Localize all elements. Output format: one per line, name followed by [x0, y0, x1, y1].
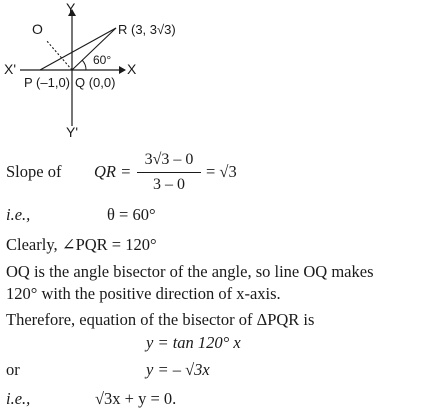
bisector-equation-2: y = – √3x	[146, 360, 210, 379]
label-y-prime: Y'	[66, 124, 79, 140]
label-q: Q (0,0)	[75, 75, 116, 90]
label-y: Y	[66, 0, 76, 16]
slope-numerator: 3√3 – 0	[144, 151, 194, 168]
oq-statement-line1: OQ is the angle bisector of the angle, so line OQ makes	[6, 262, 374, 281]
bisector-equation-final: √3x + y = 0.	[95, 389, 177, 408]
slope-fraction	[137, 150, 201, 195]
ie-label-1: i.e.,	[6, 205, 31, 224]
bisector-equation-1: y = tan 120° x	[146, 333, 241, 352]
fraction-bar	[137, 172, 201, 173]
slope-prefix: Slope of	[6, 162, 62, 181]
label-x-prime: X'	[4, 61, 17, 77]
slope-lhs: QR =	[94, 162, 132, 181]
label-angle: 60°	[93, 53, 112, 67]
label-r: R (3, 3√3)	[118, 22, 176, 37]
angle-arc	[82, 60, 86, 70]
oq-statement-line2: 120° with the positive direction of x-axis.	[6, 284, 281, 303]
therefore-statement: Therefore, equation of the bisector of ΔPQR is	[6, 310, 315, 329]
theta-equation: θ = 60°	[107, 205, 156, 224]
slope-denominator: 3 – 0	[153, 176, 185, 193]
or-label: or	[6, 360, 20, 379]
label-x: X	[127, 61, 137, 77]
label-o: O	[32, 21, 43, 37]
label-p: P (–1,0)	[24, 75, 71, 90]
ie-label-2: i.e.,	[6, 389, 31, 408]
clearly-statement: Clearly, ∠PQR = 120°	[6, 235, 157, 254]
slope-rhs: = √3	[206, 162, 237, 181]
